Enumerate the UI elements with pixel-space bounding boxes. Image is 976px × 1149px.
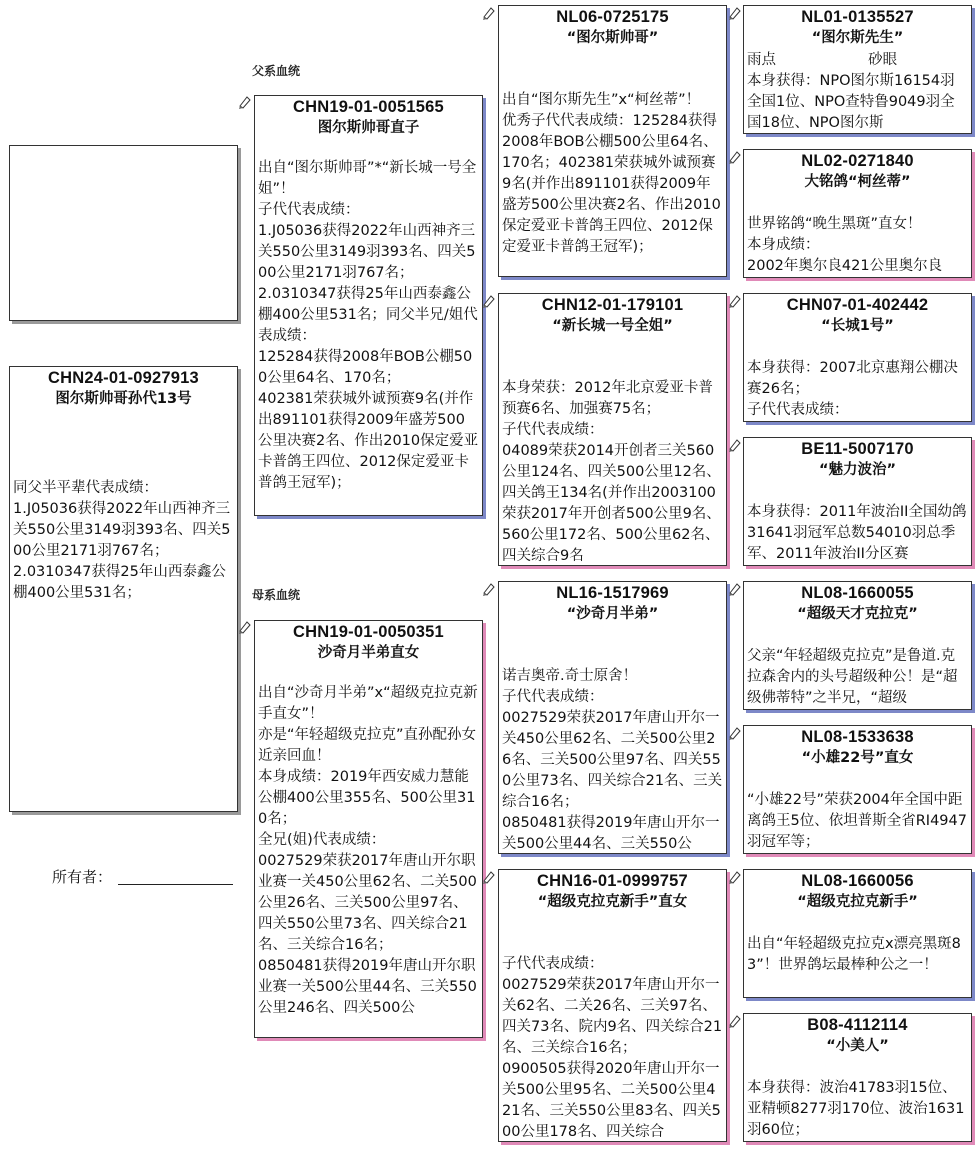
sire-card: [254, 95, 483, 516]
dds-text: 出自“年轻超级克拉克x漂亮黑斑83”！世界鸽坛最棒种公之一！: [747, 936, 961, 973]
sdd-text: 本身获得：2011年波治II全国幼鸽31641羽冠军总数54010羽总季军、2011年波治II分区赛: [747, 504, 967, 562]
ds-card: [498, 581, 727, 854]
photo-frame: [9, 145, 238, 321]
sds-card: [743, 293, 972, 422]
edit-icon[interactable]: [728, 870, 742, 884]
ss-ring: NL06-0725175: [556, 8, 669, 26]
edit-icon[interactable]: [728, 150, 742, 164]
edit-icon[interactable]: [728, 1014, 742, 1028]
edit-icon[interactable]: [728, 726, 742, 740]
ddd-card: [743, 1013, 972, 1142]
ssd-text: 世界铭鸽“晚生黑斑”直女！ 本身成绩： 2002年奥尔良421公里奥尔良: [747, 216, 943, 274]
ds-name: “沙奇月半弟”: [566, 606, 659, 622]
sd-name: “新长城一号全姐”: [552, 318, 673, 334]
sss-ring: NL01-0135527: [801, 8, 914, 26]
edit-icon[interactable]: [238, 620, 252, 634]
edit-icon[interactable]: [482, 870, 496, 884]
dd-ring: CHN16-01-0999757: [537, 872, 688, 890]
subject-text: 同父半平辈代表成绩： 1.J05036获得2022年山西神齐三关550公里3149羽393名、四关500公里2171羽767名； 2.0310347获得25年山西泰鑫公棚400公里531名；: [13, 480, 231, 601]
subject-name: 图尔斯帅哥孙代13号: [55, 391, 192, 407]
dsd-card: [743, 725, 972, 854]
edit-icon[interactable]: [482, 294, 496, 308]
dd-text: 子代代表成绩： 0027529荣获2017年唐山开尔一关62名、二关26名、三关97名、四关73名、院内9名、四关综合21名、三关综合16名； 0900505获得2020年唐山开尔一关500公里95名、二关500公里421名、三关550公里83名、四关500公里178名、四关综合: [502, 956, 723, 1140]
subject-card: [9, 366, 238, 812]
edit-icon[interactable]: [482, 6, 496, 20]
ss-name: “图尔斯帅哥”: [566, 30, 659, 46]
sdd-name: “魅力波治”: [818, 462, 897, 478]
sss-card: [743, 5, 972, 134]
sire-name: 图尔斯帅哥直子: [317, 120, 420, 136]
subject-ring: CHN24-01-0927913: [48, 369, 199, 387]
paternal-label: 父系血统: [252, 64, 301, 78]
dam-ring: CHN19-01-0050351: [293, 623, 444, 641]
sds-text: 本身获得：2007北京惠翔公棚决赛26名； 子代代表成绩：: [747, 360, 958, 418]
sdd-card: [743, 437, 972, 566]
sire-ring: CHN19-01-0051565: [293, 98, 444, 116]
edit-icon[interactable]: [728, 582, 742, 596]
sds-name: “长城1号”: [821, 318, 894, 334]
owner-label: 所有者：: [52, 868, 113, 886]
ssd-card: [743, 149, 972, 278]
ssd-name: 大铭鸽“柯丝蒂”: [804, 174, 911, 190]
dds-ring: NL08-1660056: [801, 872, 914, 890]
dss-name: “超级天才克拉克”: [797, 606, 918, 622]
ddd-text: 本身获得：波治41783羽15位、亚精顿8277羽170位、波治1631羽60位；: [747, 1080, 965, 1138]
edit-icon[interactable]: [482, 582, 496, 596]
sss-name: “图尔斯先生”: [811, 30, 904, 46]
dss-card: [743, 581, 972, 710]
dss-ring: NL08-1660055: [801, 584, 914, 602]
edit-icon[interactable]: [728, 294, 742, 308]
sdd-ring: BE11-5007170: [801, 440, 914, 458]
dss-text: 父亲“年轻超级克拉克”是鲁道.克拉森舍内的头号超级种公！是“超级佛蒂特”之半兄，“超级: [747, 648, 958, 706]
ddd-name: “小美人”: [826, 1038, 889, 1054]
ssd-ring: NL02-0271840: [801, 152, 914, 170]
edit-icon[interactable]: [728, 438, 742, 452]
edit-icon[interactable]: [238, 95, 252, 109]
dam-name: 沙奇月半弟直女: [317, 645, 420, 661]
ds-ring: NL16-1517969: [556, 584, 669, 602]
sire-text: 出自“图尔斯帅哥”*“新长城一号全姐”！ 子代代表成绩： 1.J05036获得2022年山西神齐三关550公里3149羽393名、四关500公里2171羽767名； 2.0310347获得25年山西泰鑫公棚400公里531名；同父半兄/姐代表成绩： 125284获得2008年BOB公棚500公里64名、170名； 402381荣获城外诚预赛9名(并作出891101获得2009年盛芳500公里决赛2名、作出2010保定爱亚卡普鸽王四位、2012保定爱亚卡普鸽王冠军)；: [258, 160, 479, 491]
dsd-text: “小雄22号”荣获2004年全国中距离鸽王5位、依坦普斯全省RI4947羽冠军等；: [747, 792, 967, 850]
dds-card: [743, 869, 972, 998]
dam-card: [254, 620, 483, 1038]
ss-text: 出自“图尔斯先生”x“柯丝蒂”！ 优秀子代代表成绩：125284获得2008年BOB公棚500公里64名、170名；402381荣获城外诚预赛9名(并作出891101获得2009年盛芳500公里决赛2名、作出2010保定爱亚卡普鸽王四位、2012保定爱亚卡普鸽王冠军)；: [502, 92, 721, 255]
sds-ring: CHN07-01-402442: [786, 296, 929, 314]
ddd-ring: B08-4112114: [807, 1016, 908, 1034]
dds-name: “超级克拉克新手”: [797, 894, 918, 910]
maternal-label: 母系血统: [252, 588, 301, 602]
sd-text: 本身荣获：2012年北京爱亚卡普预赛6名、加强赛75名； 子代代表成绩： 04089荣获2014开创者三关560公里124名、四关500公里12名、四关鸽王134名(并作出2003100荣获2017年开创者500公里9名、560公里172名、500公里62名、四关综合9名: [502, 380, 721, 564]
edit-icon[interactable]: [728, 6, 742, 20]
dsd-ring: NL08-1533638: [801, 728, 914, 746]
sss-text: 雨点 砂眼 本身获得：NPO图尔斯16154羽全国1位、NPO查特鲁9049羽全国18位、NPO图尔斯: [747, 52, 955, 131]
ds-text: 诺吉奥帝.奇士原舍！ 子代代表成绩： 0027529荣获2017年唐山开尔一关450公里62名、二关500公里26名、三关500公里97名、四关550公里73名、四关综合21名、三关综合16名； 0850481获得2019年唐山开尔一关500公里44名、三关550公: [502, 668, 723, 852]
ss-card: [498, 5, 727, 277]
dam-text: 出自“沙奇月半弟”x“超级克拉克新手直女”！ 亦是“年轻超级克拉克”直孙配孙女近亲回血！ 本身成绩：2019年西安威力慧能公棚400公里355名、500公里310名； 全兄(姐)代表成绩： 0027529荣获2017年唐山开尔职业赛一关450公里62名、二关500公里26名、三关500公里97名、四关550公里73名、四关综合21名、三关综合16名； 0850481获得2019年唐山开尔职业赛一关500公里44名、三关550公里246名、四关500公: [258, 685, 478, 1016]
dd-card: [498, 869, 727, 1142]
dd-name: “超级克拉克新手”直女: [537, 894, 688, 910]
sd-card: [498, 293, 727, 566]
dsd-name: “小雄22号”直女: [801, 750, 914, 766]
sd-ring: CHN12-01-179101: [541, 296, 684, 314]
owner-line[interactable]: [118, 868, 233, 885]
